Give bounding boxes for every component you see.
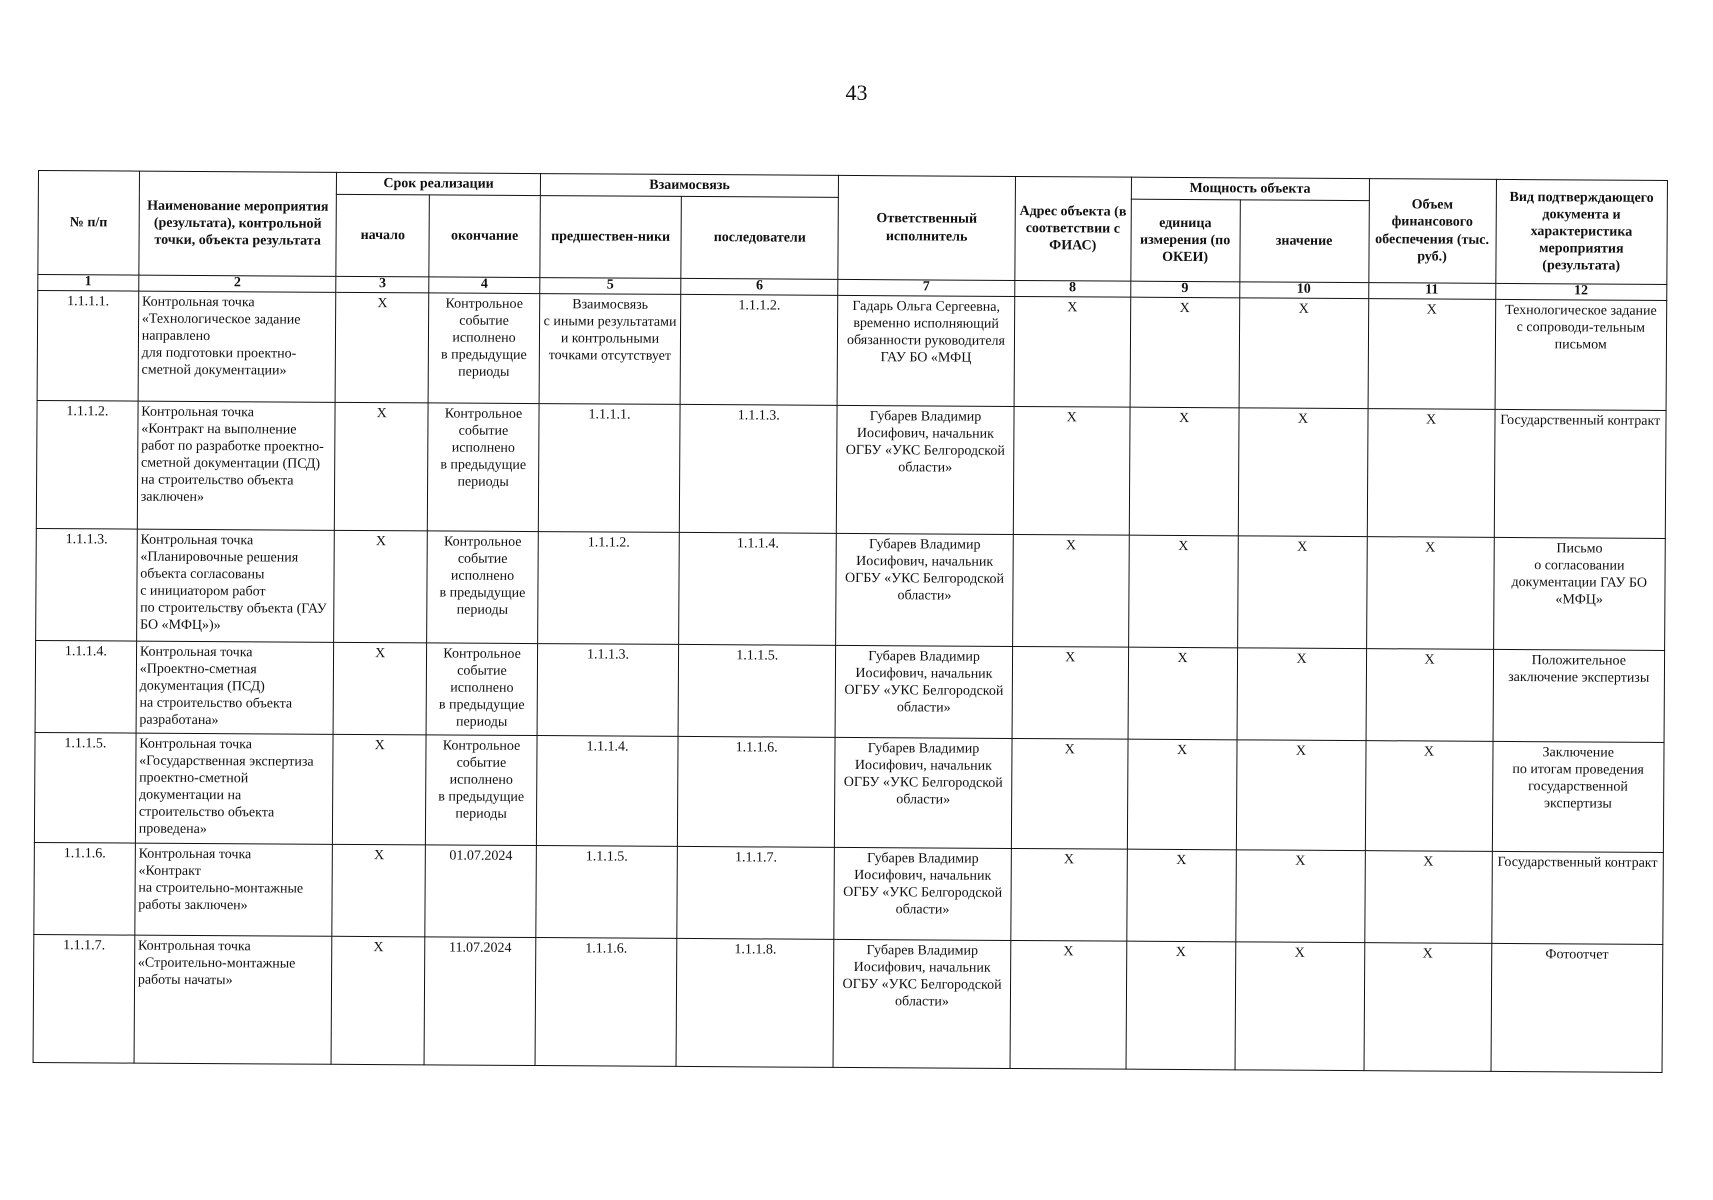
cell-responsible: Губарев Владимир Иосифович, начальник ОГБУ «УКС Белгородской области» — [835, 737, 1012, 848]
cell-name: Контрольная точка «Государственная экспертиза проектно-сметной документации на строительство объекта проведена» — [135, 733, 333, 844]
cell-pred: 1.1.1.2. — [538, 531, 680, 644]
table-container — [32, 170, 1668, 1110]
cell-address: X — [1011, 848, 1127, 941]
page-number: 43 — [845, 80, 868, 105]
cell-address: X — [1010, 940, 1127, 1069]
header-num: № п/п — [38, 171, 139, 276]
cell-finance: X — [1364, 942, 1492, 1071]
cell-responsible: Губарев Владимир Иосифович, начальник ОГБУ «УКС Белгородской области» — [835, 645, 1012, 738]
column-number: 6 — [681, 279, 838, 296]
cell-succ: 1.1.1.7. — [677, 846, 835, 939]
table-row — [36, 528, 1666, 650]
cell-responsible: Гадарь Ольга Сергеевна, временно исполняющий обязанности руководителя ГАУ БО «МФЦ — [837, 295, 1014, 406]
cell-num: 1.1.1.2. — [36, 400, 138, 529]
cell-finance: X — [1365, 740, 1493, 851]
cell-address: X — [1012, 534, 1129, 647]
cell-end: Контрольное событие исполнено в предыдущие периоды — [428, 293, 540, 404]
table-row — [37, 290, 1667, 410]
header-cap-value: значение — [1239, 200, 1369, 283]
cell-name: Контрольная точка «Строительно-монтажные работы начаты» — [134, 935, 332, 1064]
cell-num: 1.1.1.6. — [34, 842, 135, 935]
table-row — [35, 640, 1665, 742]
column-number: 10 — [1239, 282, 1368, 298]
cell-unit: X — [1128, 647, 1237, 740]
table-row — [34, 842, 1664, 944]
cell-value: X — [1237, 536, 1367, 649]
column-number: 2 — [139, 275, 337, 292]
cell-name: Контрольная точка «Проектно-сметная документация (ПСД) на строительство объекта разработана» — [136, 641, 334, 734]
cell-succ: 1.1.1.3. — [679, 404, 837, 533]
cell-pred: 1.1.1.3. — [537, 643, 679, 736]
cell-name: Контрольная точка «Планировочные решения объекта согласованы с инициатором работ по строительству объекта (ГАУ БО «МФЦ»)» — [136, 529, 334, 642]
cell-value: X — [1236, 740, 1366, 851]
column-number: 12 — [1495, 283, 1667, 300]
cell-start: X — [331, 936, 425, 1065]
cell-responsible: Губарев Владимир Иосифович, начальник ОГБУ «УКС Белгородской области» — [834, 847, 1011, 940]
cell-pred: 1.1.1.6. — [535, 937, 677, 1066]
cell-succ: 1.1.1.8. — [676, 938, 834, 1067]
header-address: Адрес объекта (в соответствии с ФИАС) — [1015, 176, 1132, 281]
cell-doc: Государственный контракт — [1494, 409, 1666, 538]
cell-succ: 1.1.1.4. — [679, 532, 837, 645]
cell-finance: X — [1366, 648, 1494, 741]
cell-start: X — [335, 402, 429, 531]
column-number: 3 — [336, 276, 429, 292]
cell-unit: X — [1126, 849, 1235, 942]
cell-address: X — [1013, 406, 1130, 535]
header-name: Наименование мероприятия (результата), контрольной точки, объекта результата — [139, 171, 337, 276]
plan-table — [33, 170, 1668, 1073]
column-number: 4 — [429, 277, 540, 293]
header-capacity-group: Мощность объекта — [1131, 177, 1369, 201]
cell-end: 01.07.2024 — [425, 845, 536, 938]
table-row — [36, 400, 1666, 538]
cell-start: X — [333, 642, 426, 735]
cell-finance: X — [1367, 408, 1495, 537]
column-number: 7 — [838, 279, 1014, 296]
header-term-end: окончание — [429, 195, 540, 278]
cell-finance: X — [1366, 536, 1494, 649]
cell-unit: X — [1127, 739, 1237, 850]
cell-value: X — [1237, 648, 1367, 741]
cell-end: Контрольное событие исполнено в предыдущие периоды — [425, 735, 537, 846]
cell-unit: X — [1130, 297, 1240, 408]
cell-start: X — [333, 734, 426, 845]
header-cap-unit: единица измерения (по ОКЕИ) — [1130, 199, 1239, 282]
cell-doc: Технологическое задание с сопроводи-тельным письмом — [1495, 299, 1667, 410]
table-row — [34, 732, 1664, 852]
cell-end: 11.07.2024 — [424, 937, 536, 1066]
header-link-group: Взаимосвязь — [540, 174, 839, 198]
header-doc-type: Вид подтверждающего документа и характеристика мероприятия (результата) — [1495, 179, 1667, 284]
cell-pred: 1.1.1.4. — [536, 735, 678, 846]
column-number: 5 — [540, 278, 681, 295]
cell-unit: X — [1128, 535, 1238, 648]
cell-num: 1.1.1.3. — [36, 528, 137, 641]
cell-start: X — [334, 530, 427, 643]
cell-doc: Заключение по итогам проведения государственной экспертизы — [1492, 741, 1664, 852]
cell-value: X — [1235, 850, 1365, 943]
cell-responsible: Губарев Владимир Иосифович, начальник ОГБУ «УКС Белгородской области» — [837, 405, 1014, 534]
cell-address: X — [1012, 646, 1128, 739]
cell-responsible: Губарев Владимир Иосифович, начальник ОГБУ «УКС Белгородской области» — [836, 533, 1013, 646]
cell-name: Контрольная точка «Контракт на выполнение работ по разработке проектно-сметной документации (ПСД) на строительство объекта заключен» — [137, 401, 335, 530]
cell-pred: 1.1.1.1. — [538, 403, 680, 532]
cell-doc: Положительное заключение экспертизы — [1493, 649, 1665, 742]
cell-responsible: Губарев Владимир Иосифович, начальник ОГБУ «УКС Белгородской области» — [833, 939, 1010, 1068]
cell-value: X — [1239, 298, 1369, 409]
cell-doc: Письмо о согласовании документации ГАУ БО «МФЦ» — [1493, 537, 1665, 650]
cell-num: 1.1.1.4. — [35, 640, 136, 733]
header-finance: Объем финансового обеспечения (тыс. руб.) — [1368, 179, 1496, 284]
cell-succ: 1.1.1.2. — [680, 294, 838, 405]
cell-finance: X — [1368, 298, 1496, 409]
cell-doc: Государственный контракт — [1491, 851, 1663, 944]
header-term-start: начало — [336, 194, 429, 277]
column-number: 9 — [1130, 281, 1239, 297]
column-number: 8 — [1014, 281, 1130, 297]
cell-name: Контрольная точка «Технологическое задание направлено для подготовки проектно-сметной документации» — [138, 291, 336, 402]
header-term-group: Срок реализации — [337, 172, 541, 195]
cell-end: Контрольное событие исполнено в предыдущие периоды — [426, 643, 537, 736]
cell-pred: Взаимосвязь с иными результатами и контрольными точками отсутствует — [539, 293, 681, 404]
cell-address: X — [1011, 738, 1128, 849]
cell-end: Контрольное событие исполнено в предыдущие периоды — [427, 531, 539, 644]
cell-address: X — [1014, 296, 1131, 407]
cell-doc: Фотоотчет — [1491, 943, 1663, 1072]
cell-start: X — [335, 292, 428, 403]
header-responsible: Ответственный исполнитель — [838, 175, 1015, 280]
header-link-pred: предшествен-ники — [540, 196, 682, 279]
cell-value: X — [1235, 942, 1365, 1071]
cell-end: Контрольное событие исполнено в предыдущие периоды — [427, 403, 539, 532]
cell-start: X — [332, 844, 425, 937]
cell-value: X — [1238, 408, 1368, 537]
cell-finance: X — [1364, 850, 1492, 943]
cell-num: 1.1.1.7. — [33, 934, 135, 1063]
cell-succ: 1.1.1.5. — [678, 644, 836, 737]
column-number: 11 — [1368, 283, 1495, 299]
cell-pred: 1.1.1.5. — [536, 845, 678, 938]
cell-unit: X — [1129, 407, 1239, 536]
cell-unit: X — [1126, 941, 1236, 1070]
cell-num: 1.1.1.1. — [37, 290, 138, 401]
cell-num: 1.1.1.5. — [34, 732, 135, 843]
header-link-succ: последователи — [681, 197, 839, 280]
cell-succ: 1.1.1.6. — [677, 736, 835, 847]
table-row — [33, 934, 1663, 1072]
cell-name: Контрольная точка «Контракт на строительно-монтажные работы заключен» — [135, 843, 333, 936]
column-number: 1 — [38, 275, 139, 291]
